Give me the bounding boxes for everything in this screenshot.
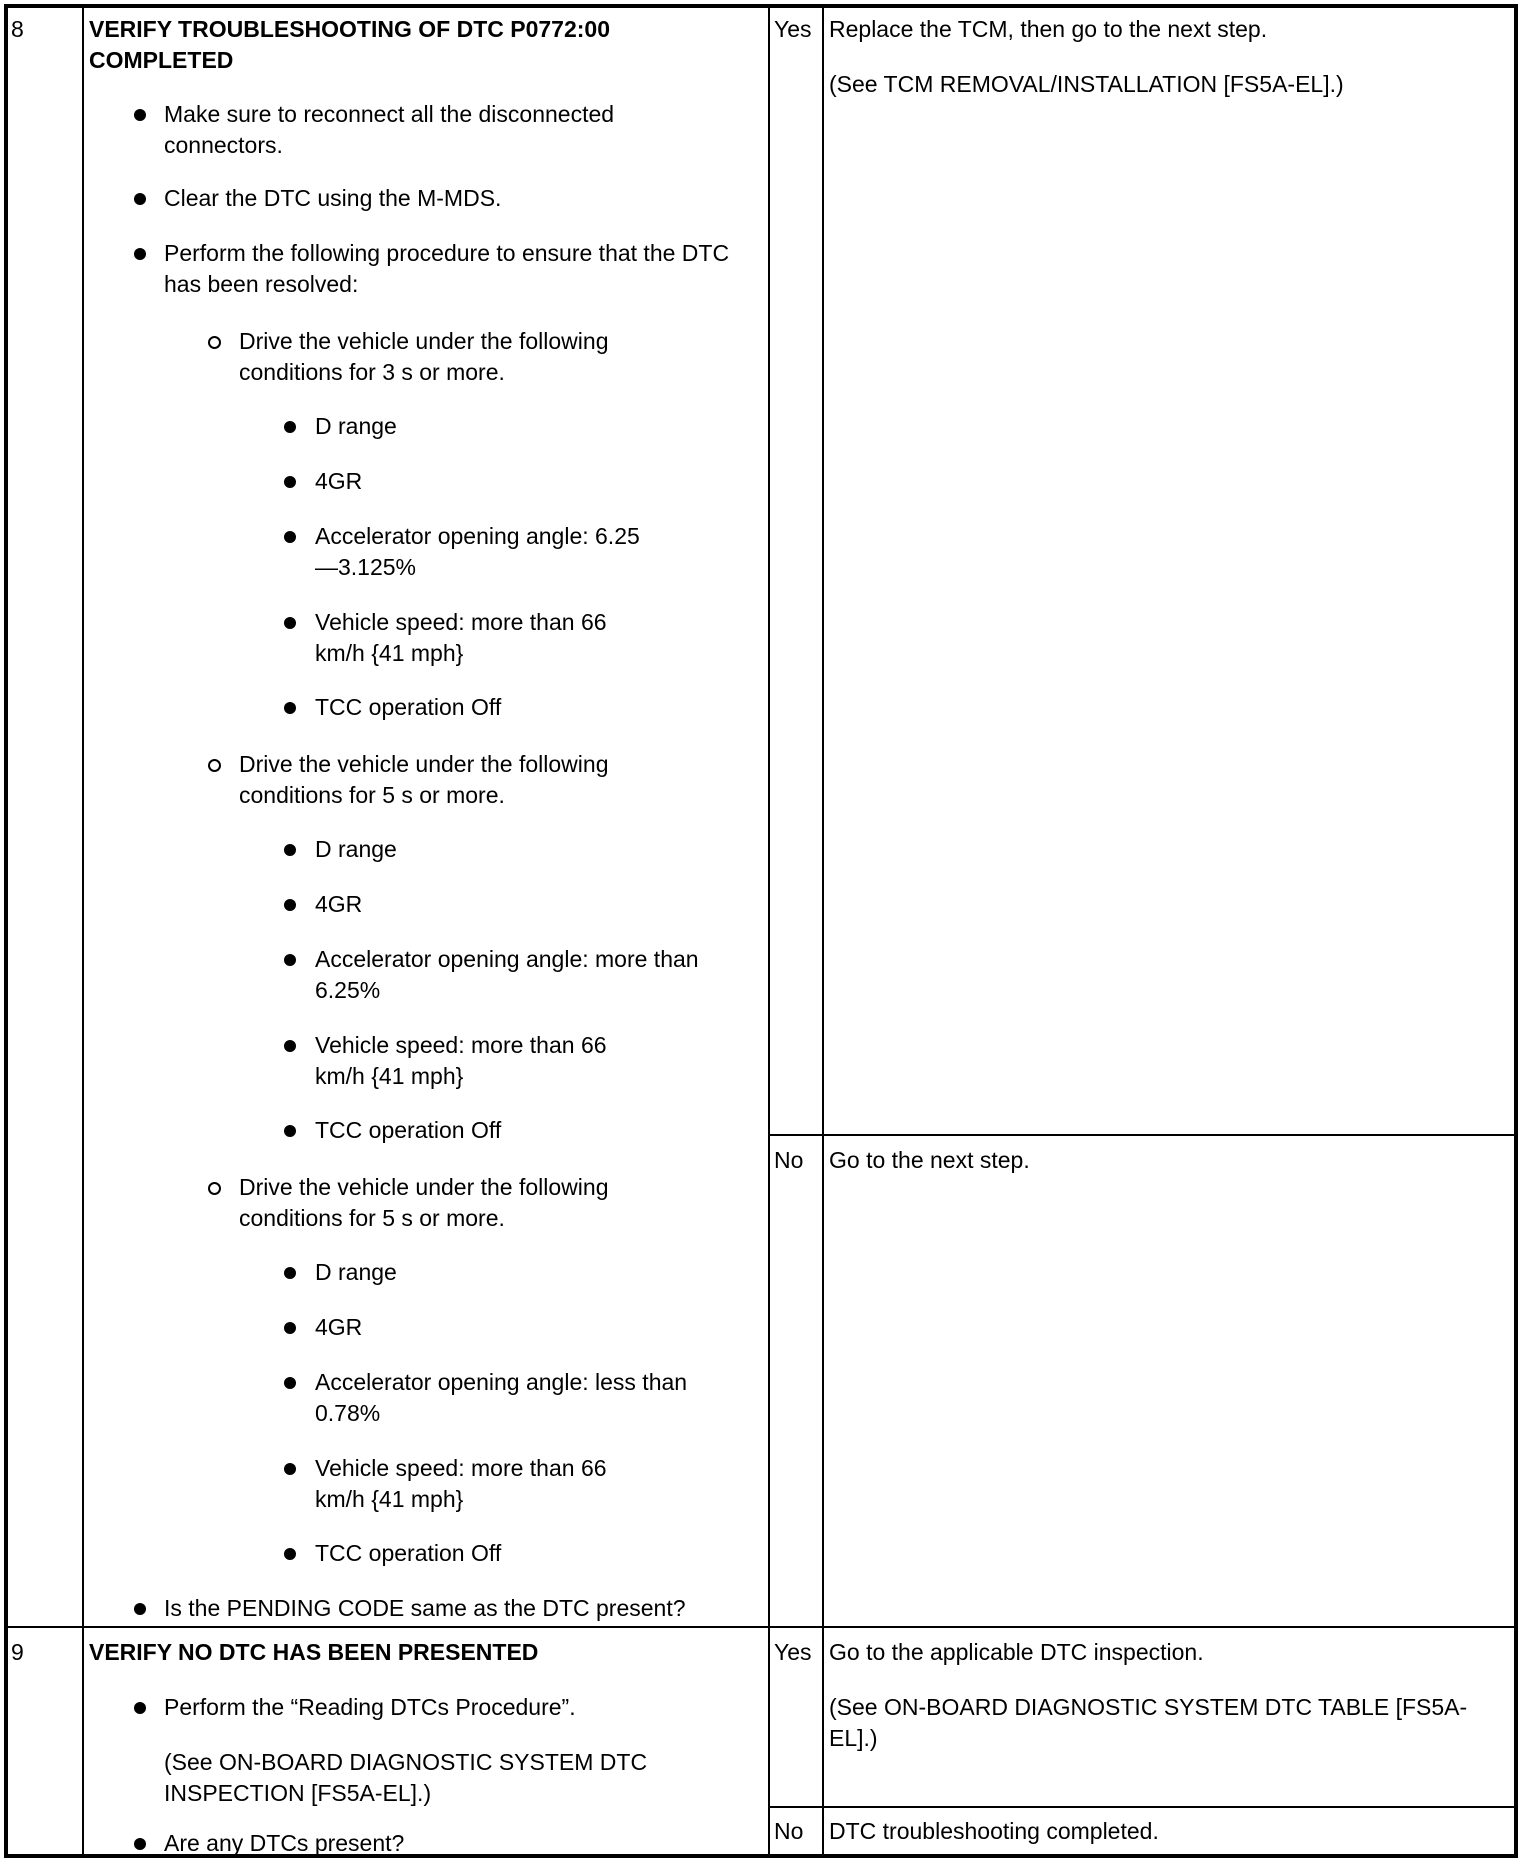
bullet-icon [284,1322,296,1334]
list-item: Perform the “Reading DTCs Procedure”. [164,1694,576,1720]
condition-item: TCC operation Off [315,1117,502,1143]
column-divider-action [822,4,824,1858]
action-text: Go to the next step. [829,1147,1030,1173]
bullet-icon [284,1125,296,1137]
bullet-icon [284,1463,296,1475]
bullet-icon [284,844,296,856]
bullet-icon [284,531,296,543]
action-text: Go to the applicable DTC inspection. [829,1639,1204,1665]
condition-item: D range [315,836,397,862]
bullet-icon [134,1603,146,1615]
column-divider-answer [768,4,770,1858]
bullet-icon [134,1838,146,1850]
row-divider-step9-no [768,1806,1518,1808]
circle-bullet-icon [208,1182,221,1195]
condition-item: Accelerator opening angle: more than 6.25% [315,946,699,1003]
list-item: Clear the DTC using the M-MDS. [164,185,502,211]
bullet-icon [284,617,296,629]
action-text: Replace the TCM, then go to the next step. [829,16,1268,42]
column-divider-step [82,4,84,1858]
step-number: 9 [11,1639,24,1665]
condition-item: Accelerator opening angle: 6.25—3.125% [315,523,640,580]
bullet-icon [284,899,296,911]
condition-item: D range [315,413,397,439]
circle-bullet-icon [208,336,221,349]
condition-item: Vehicle speed: more than 66 km/h {41 mph} [315,1032,607,1089]
answer-yes: Yes [774,1639,812,1665]
step-heading: VERIFY TROUBLESHOOTING OF DTC P0772:00 COMPLETED [89,16,611,73]
answer-no: No [774,1818,804,1844]
question-text: Are any DTCs present? [164,1830,405,1856]
drive-condition-label: Drive the vehicle under the following conditions for 3 s or more. [239,328,609,385]
condition-item: Vehicle speed: more than 66 km/h {41 mph} [315,1455,607,1512]
bullet-icon [284,702,296,714]
bullet-icon [284,1548,296,1560]
bullet-icon [284,1377,296,1389]
condition-item: TCC operation Off [315,694,502,720]
row-divider-step8-no [768,1134,1518,1136]
condition-item: TCC operation Off [315,1540,502,1566]
reference-link[interactable]: (See ON-BOARD DIAGNOSTIC SYSTEM DTC TABLE [FS5A-EL].) [829,1694,1468,1751]
condition-item: 4GR [315,891,363,917]
list-item: Perform the following procedure to ensure that the DTC has been resolved: [164,240,730,297]
action-text: DTC troubleshooting completed. [829,1818,1159,1844]
answer-yes: Yes [774,16,812,42]
condition-item: 4GR [315,1314,363,1340]
step-heading: VERIFY NO DTC HAS BEEN PRESENTED [89,1639,539,1665]
bullet-icon [134,193,146,205]
step-number: 8 [11,16,24,42]
bullet-icon [134,1702,146,1714]
row-divider-step-9 [4,1626,1518,1628]
reference-link[interactable]: (See TCM REMOVAL/INSTALLATION [FS5A-EL].) [829,71,1344,97]
condition-item: D range [315,1259,397,1285]
bullet-icon [284,1040,296,1052]
list-item: Make sure to reconnect all the disconnected connectors. [164,101,615,158]
condition-item: Vehicle speed: more than 66 km/h {41 mph} [315,609,607,666]
bullet-icon [284,954,296,966]
reference-link[interactable]: (See ON-BOARD DIAGNOSTIC SYSTEM DTC INSPECTION [FS5A-EL].) [164,1749,648,1806]
question-text: Is the PENDING CODE same as the DTC present? [164,1595,686,1621]
bullet-icon [284,476,296,488]
bullet-icon [134,109,146,121]
bullet-icon [284,421,296,433]
condition-item: 4GR [315,468,363,494]
drive-condition-label: Drive the vehicle under the following conditions for 5 s or more. [239,751,609,808]
drive-condition-label: Drive the vehicle under the following conditions for 5 s or more. [239,1174,609,1231]
bullet-icon [134,248,146,260]
condition-item: Accelerator opening angle: less than 0.78% [315,1369,688,1426]
answer-no: No [774,1147,804,1173]
circle-bullet-icon [208,759,221,772]
bullet-icon [284,1267,296,1279]
